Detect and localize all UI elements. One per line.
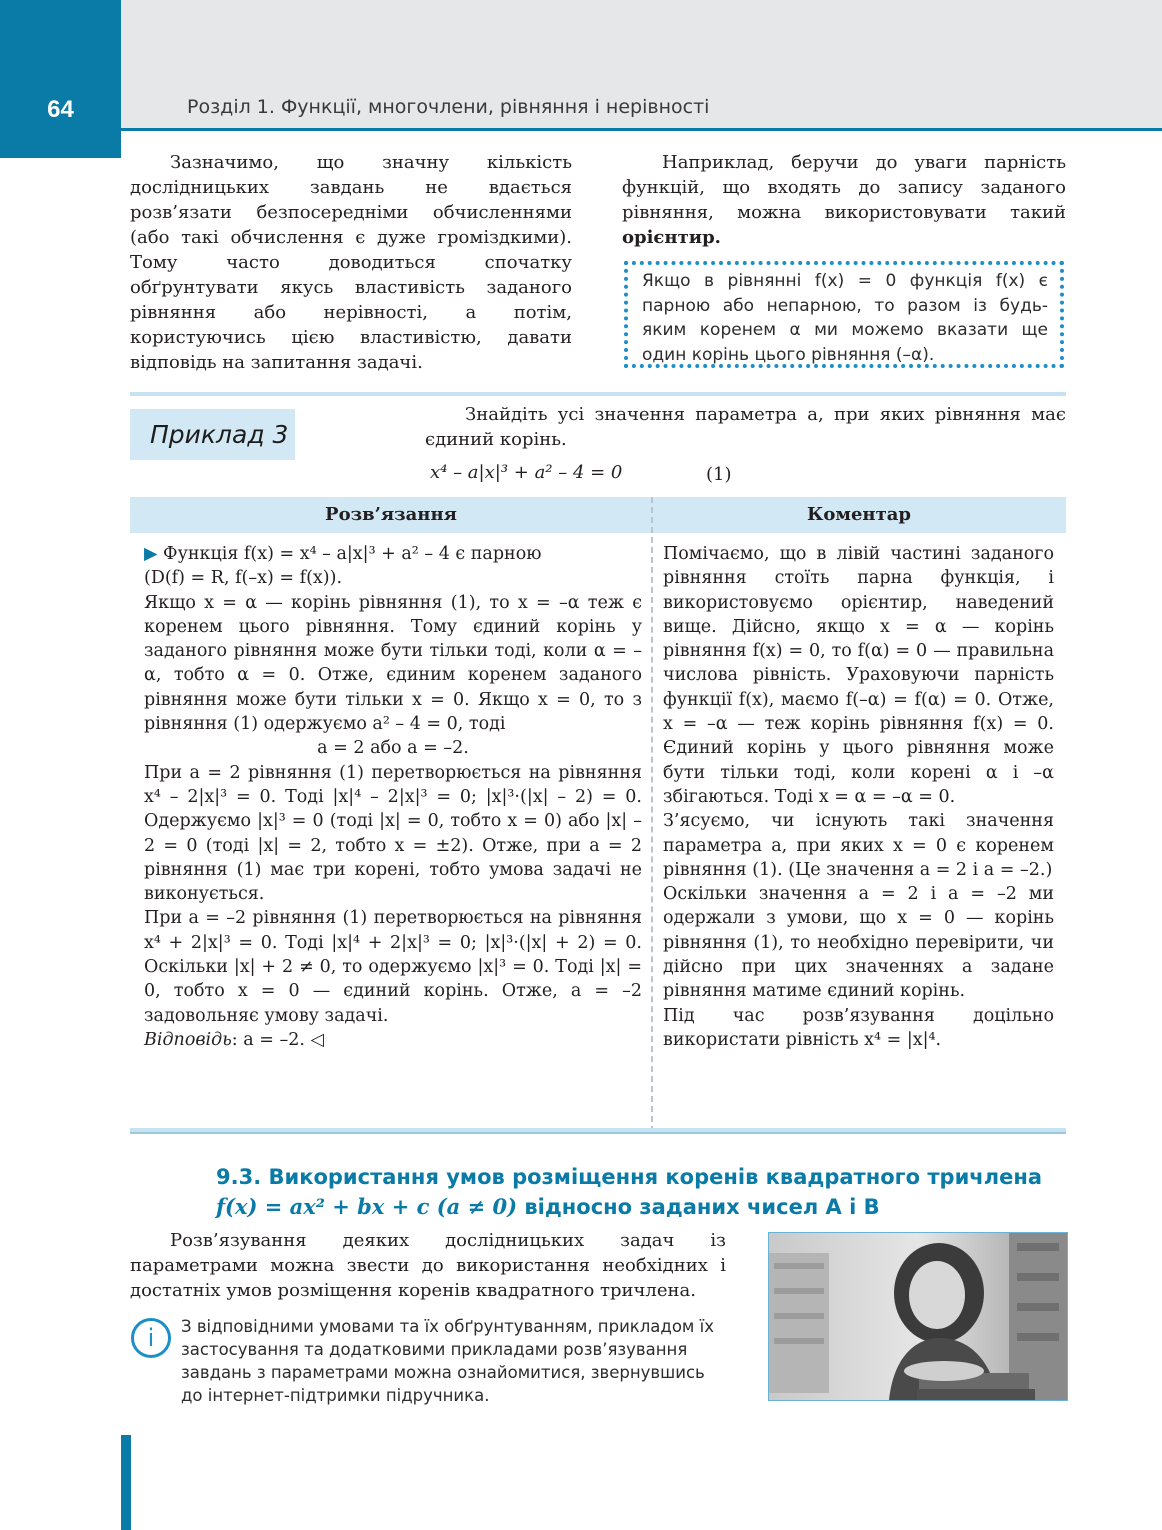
table-column-divider: [651, 497, 653, 1132]
solution-answer: [144, 1028, 642, 1052]
column-comment-header: Коментар: [806, 504, 912, 525]
bottom-accent-bar: [121, 1435, 131, 1530]
section-heading: [216, 1162, 1076, 1222]
example-equation: x⁴ – a|x|³ + a² – 4 = 0: [430, 462, 623, 483]
section-paragraph-text: Розв’язування деяких дослідницьких задач із параметрами можна звести до використання необхідних і достатніх умов розміщення коренів квадратного тричлена.: [130, 1230, 726, 1301]
running-head: Розділ 1. Функції, многочлени, рівняння і нерівності: [187, 96, 710, 118]
column-solution-header: Розв’язання: [325, 504, 457, 525]
solution-line-4: a = 2 або a = –2.: [317, 738, 469, 759]
comment-paragraph-1: Помічаємо, що в лівій частині заданого рівняння стоїть парна функція, і використовуємо орієнтир, наведений вище. Дійсно, якщо x = α — корінь рівняння f(x) = 0, то f(α) = 0 — правильна числова рівність. Ураховуючи парність функції f(x), маємо f(–α) = f(α) = 0. Отже, x = –α — теж корінь рівняння f(x) = 0. Єдиний корінь у цього рівняння може бути тільки тоді, коли корені α і –α збігаються. Тоді x = α = –α = 0.: [663, 544, 1054, 807]
solution-text-1: Функція f(x) = x⁴ – a|x|³ + a² – 4 є парною: [163, 544, 542, 564]
comment-column: [663, 542, 1054, 1052]
example-task-text: Знайдіть усі значення параметра a, при яких рівняння має єдиний корінь.: [425, 404, 1066, 450]
comment-paragraph-2: З’ясуємо, чи існують такі значення параметра a, при яких x = 0 є коренем рівняння (1). (Це значення a = 2 і a = –2.): [663, 811, 1054, 880]
student-photo-illustration: [769, 1233, 1067, 1400]
example-task: [425, 402, 1066, 452]
intro-left-paragraph: [130, 150, 572, 375]
solution-line-1: [144, 542, 642, 566]
intro-right-body: Наприклад, беручи до уваги парність функцій, що входять до запису заданого рівняння, можна використовувати такий: [622, 152, 1066, 223]
answer-value: : a = –2. ◁: [231, 1029, 324, 1050]
intro-left-text: Зазначимо, що значну кількість дослідницьких завдань не вдається розв’язати безпосередніми обчисленнями (або такі обчислення є дуже громіздкими). Тому часто доводиться спочатку обґрунтувати якусь властивість заданого рівняння або нерівності, а потім, користуючись цією властивістю, давати відповідь на запитання задачі.: [130, 152, 572, 373]
solution-line-2: (D(f) = R, f(–x) = f(x)).: [144, 568, 343, 589]
page-number: 64: [47, 96, 74, 123]
answer-label: Відповідь: [144, 1029, 232, 1050]
info-icon: i: [131, 1318, 171, 1358]
section-paragraph: [130, 1228, 726, 1303]
section-separator: [130, 392, 1066, 396]
info-note: З відповідними умовами та їх обґрунтуванням, прикладом їх застосування та додатковими прикладами розв’язування завдань з параметрами можна ознайомитися, звернувшись до інтернет-підтримки підручника.: [181, 1317, 714, 1405]
example-badge: Приклад 3: [130, 409, 295, 460]
play-triangle-icon: ▶: [144, 544, 158, 564]
solution-line-5: При a = 2 рівняння (1) перетворюється на рівняння x⁴ – 2|x|³ = 0. Тоді |x|⁴ – 2|x|³ = 0; |x|³·(|x| – 2) = 0. Одержуємо |x|³ = 0 (тоді |x| = 0, тобто x = 0) або |x| – 2 = 0 (тоді |x| = 2, тобто x = ±2). Отже, при a = 2 рівняння (1) має три корені, тобто умова задачі не виконується.: [144, 762, 642, 905]
intro-right-paragraph: [622, 150, 1066, 250]
solution-line-3: Якщо x = α — корінь рівняння (1), то x = –α теж є коренем цього рівняння. Тому єдиний корінь у заданого рівняння може бути тільки тоді, коли α = –α, тобто α = 0. Отже, єдиним коренем заданого рівняння може бути тільки x = 0. Якщо x = 0, то з рівняння (1) одержуємо a² – 4 = 0, тоді: [144, 592, 642, 735]
section-heading-rest: відносно заданих чисел A і B: [517, 1195, 880, 1219]
header-rule: [121, 128, 1162, 131]
intro-right-bold: орієнтир.: [622, 227, 721, 248]
intro-right-text: [622, 150, 1066, 250]
solution-line-6: При a = –2 рівняння (1) перетворюється на рівняння x⁴ + 2|x|³ = 0. Тоді |x|⁴ + 2|x|³ = 0; |x|³·(|x| + 2) = 0. Оскільки |x| + 2 ≠ 0, то одержуємо |x|³ = 0. Тоді |x| = 0, тобто x = 0 — єдиний корінь. Отже, a = –2 задовольняє умову задачі.: [144, 908, 642, 1026]
page-number-tab: [0, 0, 121, 158]
equation-number: (1): [706, 464, 732, 485]
comment-paragraph-3: Оскільки значення a = 2 і a = –2 ми одержали з умови, що x = 0 — корінь рівняння (1), то необхідно перевірити, чи дійсно при цих значеннях a задане рівняння матиме єдиний корінь.: [663, 884, 1054, 1002]
section-heading-formula: f(x) = ax² + bx + c (a ≠ 0): [216, 1194, 518, 1219]
section-heading-line2: [216, 1192, 1076, 1222]
guide-box: Якщо в рівнянні f(x) = 0 функція f(x) є парною або непарною, то разом із будь-яким коренем α ми можемо вказати ще один корінь цього рівняння (–α).: [624, 261, 1064, 368]
student-photo: [768, 1232, 1068, 1401]
section-heading-line1: 9.3. Використання умов розміщення коренів квадратного тричлена: [216, 1165, 1043, 1189]
table-bottom-rule-dark: [130, 1132, 1066, 1134]
comment-paragraph-4: Під час розв’язування доцільно використати рівність x⁴ = |x|⁴.: [663, 1005, 1054, 1050]
table-header: [130, 497, 1066, 533]
solution-column: [144, 542, 642, 1052]
